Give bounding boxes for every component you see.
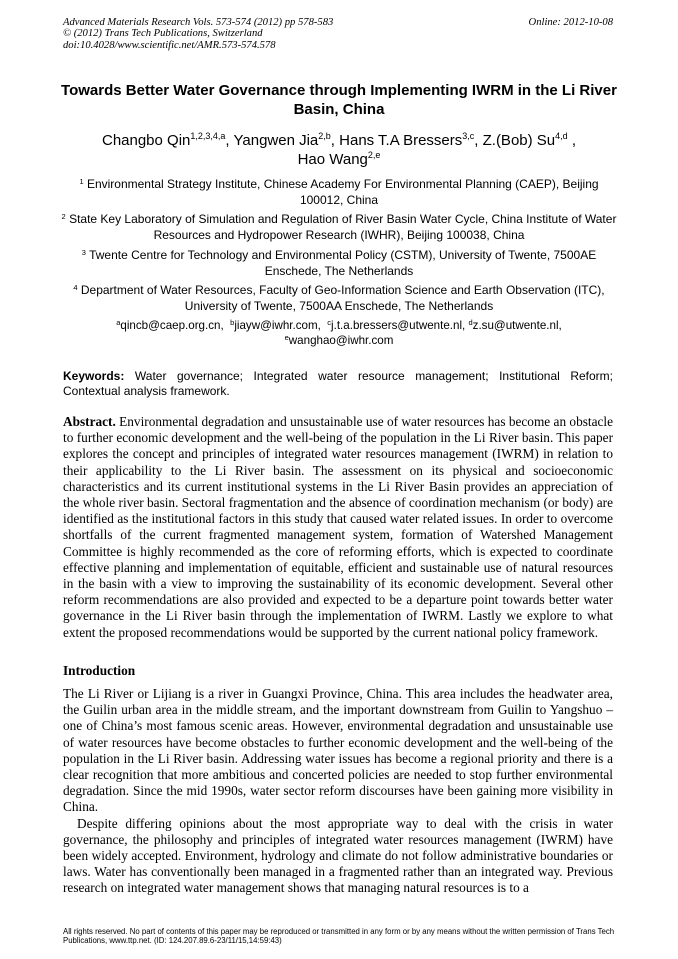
author-list [60,131,618,169]
keywords-text: Water governance; Integrated water resource management; Institutional Reform; Contextual analysis framework. [63,369,613,399]
email-tag: d [468,318,473,327]
affiliation-text: State Key Laboratory of Simulation and Regulation of River Basin Water Cycle, China Institute of Water Resources and Hydropower Research (IWHR), Beijing 100038, China [69,212,617,242]
email-address[interactable]: z.su@utwente.nl, [472,319,562,332]
author-affiliation-marker: 3,c [462,131,475,141]
author-affiliation-marker: 2,b [318,131,331,141]
email-tag: b [230,318,235,327]
journal-header [63,17,483,51]
author-affiliation-marker: 1,2,3,4,a [190,131,226,141]
email-address[interactable]: j.t.a.bressers@utwente.nl, [331,319,466,332]
affiliation-text: Department of Water Resources, Faculty of Geo-Information Science and Earth Observation (ITC), University of Twente, 7500AA Enschede, The Netherlands [80,283,605,313]
affiliation-4 [60,283,618,314]
author-separator: , [225,132,234,149]
affiliation-1 [60,177,618,208]
online-date: Online: 2012-10-08 [528,17,613,28]
author-separator: , [567,132,576,149]
keywords [63,369,613,399]
email-address[interactable]: qincb@caep.org.cn, [120,319,224,332]
keywords-label: Keywords: [63,369,125,383]
paragraph: The Li River or Lijiang is a river in Guangxi Province, China. This area includes the headwater area, the Guilin urban area in the middle stream, and the important downstream from Guilin to Yangshuo – one of China’s most famous scenic areas. However, environmental degradation and unsustainable use of water resources have become obstacles to further economic development and the well-being of the population in the Li River basin. Addressing water issues has become a regional priority and there is a clear recognition that more ambitious and concerted policies are needed to stop further environmental degradation. Since the mid 1990s, water sector reform discourses have been gaining more visibility in China. [63,686,613,815]
email-address[interactable]: jiayw@iwhr.com, [234,319,321,332]
affiliation-3 [60,248,618,279]
author-separator: , [330,132,340,149]
email-tag: c [327,318,332,327]
abstract-text: Environmental degradation and unsustainable use of water resources has become an obstacle to further economic development and the well-being of the population in the Li River basin. This paper explores the concept and principles of integrated water resources management (IWRM) in relation to their applicability to the Li River basin. The assessment on its physical and socioeconomic characteristics and its current institutional systems in the Li River Basin provides an appreciation of the whole river basin. Sectoral fragmentation and the absence of coordination mechanism (or body) are identified as the institutional factors in this study that caused water related issues. In order to overcome shortfalls of the current fragmented management system, formation of Watershed Management Committee is highly recommended as the core of reforming efforts, which is expected to coordinate effective planning and implementation of equitable, efficient and sustainable use of natural resources in the basin with a view to improving the sustainability of its economic development. Several other reform recommendations are also provided and expected to be a departure point towards better water governance in the Li River basin through the implementation of IWRM. Lastly we explore to what extent the proposed recommendations would be supported by the current national policy framework. [63,414,613,640]
email-tag: e [284,333,289,343]
author-name: Hao Wang [297,151,368,168]
author-affiliation-marker: 4,d [555,131,568,141]
abstract [63,414,613,641]
affiliation-number: 3 [81,248,86,257]
email-tag: a [116,318,121,327]
author-name: Hans T.A Bressers [339,132,463,149]
author-name: Yangwen Jia [233,132,319,149]
paragraph: Despite differing opinions about the most appropriate way to deal with the crisis in water governance, the philosophy and principles of integrated water resources management (IWRM) have been widely accepted. Environment, hydrology and climate do not follow administrative boundaries or laws. Water has conventionally been managed in a fragmented rather than an integrated way. Previous research on integrated water management shows that managing natural resources is to a [63,815,613,896]
author-affiliation-marker: 2,e [367,150,381,160]
doi-line: doi:10.4028/www.scientific.net/AMR.573-574.578 [63,39,276,51]
affiliation-number: 1 [79,177,84,186]
email-address[interactable]: wanghao@iwhr.com [288,334,394,348]
affiliation-text: Environmental Strategy Institute, Chinese Academy For Environmental Planning (CAEP), Beijing 100012, China [86,177,599,207]
journal-line: Advanced Materials Research Vols. 573-574 (2012) pp 578-583 [63,17,334,28]
author-name: Changbo Qin [101,132,191,149]
affiliation-2 [60,212,618,243]
author-separator: , [474,132,483,149]
copyright-footer: All rights reserved. No part of contents of this paper may be reproduced or transmitted in any form or by any means without the written permission of Trans Tech Publications, www.ttp.net. (ID: 124.207.89.6-23/11/15,14:59:43) [63,927,615,946]
introduction-body [63,686,613,897]
paper-title: Towards Better Water Governance through Implementing IWRM in the Li River Basin, China [61,82,617,118]
section-heading-introduction: Introduction [63,663,136,678]
author-emails [60,318,618,349]
copyright-line: © (2012) Trans Tech Publications, Switzerland [63,28,263,40]
affiliation-number: 2 [61,212,66,221]
author-name: Z.(Bob) Su [482,132,556,149]
affiliation-number: 4 [73,283,78,292]
abstract-label: Abstract. [63,414,116,429]
affiliation-text: Twente Centre for Technology and Environmental Policy (CSTM), University of Twente, 7500AE Enschede, The Netherlands [89,248,597,278]
